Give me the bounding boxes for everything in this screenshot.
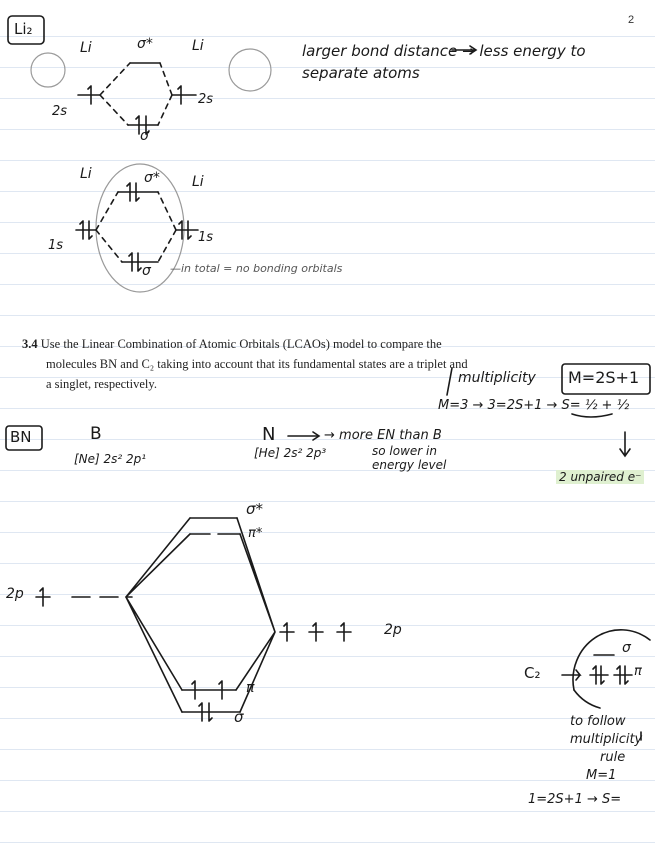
d2-left-atom-label: Li <box>80 166 92 182</box>
d1-bonding-label: σ <box>140 128 149 144</box>
c2-note-1: to follow <box>570 714 626 729</box>
multiplicity-calc: M=3 → 3=2S+1 → S= ½ + ½ <box>438 398 630 413</box>
c2-pi-label: π <box>634 664 642 679</box>
bn-pi-star-label: π* <box>248 526 263 541</box>
page-number: 2 <box>628 14 635 26</box>
b-electron-config: [Ne] 2s² 2p¹ <box>74 452 147 466</box>
d2-bonding-label: σ <box>142 263 151 279</box>
bn-label: BN <box>10 428 32 446</box>
brace <box>572 414 612 417</box>
unpaired-electrons-result: 2 unpaired e⁻ <box>556 470 644 484</box>
d1-right-atom-label: Li <box>192 38 204 54</box>
b-atom-label: B <box>90 424 102 444</box>
d2-correlation-lines <box>96 192 176 262</box>
c2-circle-bottom <box>574 690 600 708</box>
left-atom-circle <box>31 53 65 87</box>
n-energy-note: so lower in energy level <box>372 444 447 472</box>
question-number: 3.4 <box>22 337 38 351</box>
c2-multiplicity: M=1 <box>586 768 617 783</box>
question-text-3: a singlet, respectively. <box>46 377 157 391</box>
n-2p-label: 2p <box>384 622 402 638</box>
c2-calc: 1=2S+1 → S= <box>528 792 622 807</box>
multiplicity-formula: M=2S+1 <box>568 368 640 387</box>
question-line-1 <box>22 334 442 354</box>
bond-distance-note: larger bond distance → less energy to separate atoms <box>302 42 586 82</box>
d1-left-orbital-label: 2s <box>52 104 68 119</box>
question-text-1: Use the Linear Combination of Atomic Orbitals (LCAOs) model to compare the <box>40 337 442 351</box>
c2-arrow <box>562 670 580 680</box>
right-atom-circle <box>229 49 271 91</box>
c2-sigma-label: σ <box>622 640 631 656</box>
bn-sigma-label: σ <box>234 708 244 726</box>
n-electron-config: [He] 2s² 2p³ <box>254 446 327 460</box>
d2-antibonding-label: σ* <box>144 170 160 186</box>
c2-label: C₂ <box>524 664 541 682</box>
c2-circle-left <box>573 630 650 690</box>
n-atom-label: N <box>262 424 276 445</box>
n-2p-electrons <box>280 623 351 641</box>
d2-left-orbital-label: 1s <box>48 238 64 253</box>
d2-total-note: —in total = no bonding orbitals <box>170 262 343 275</box>
multiplicity-label: multiplicity <box>458 370 536 386</box>
down-arrow <box>620 432 630 456</box>
bn-pi-label: π <box>246 680 255 696</box>
question-text-2: molecules BN and C₂ taking into account that its fundamental states are a triplet and <box>46 357 468 371</box>
d1-antibonding-label: σ* <box>137 36 153 52</box>
c2-note-3: rule <box>600 750 626 765</box>
d1-left-atom-label: Li <box>80 40 92 56</box>
bn-sigma-star-label: σ* <box>246 500 264 518</box>
d1-spin-arrows <box>88 86 181 104</box>
d2-right-orbital-label: 1s <box>198 230 214 245</box>
c2-note-2: multiplicity <box>570 732 643 747</box>
li2-label: Li₂ <box>14 20 33 38</box>
n-en-note: → more EN than B <box>324 428 442 443</box>
d1-right-orbital-label: 2s <box>198 92 214 107</box>
b-2p-electron <box>36 588 50 606</box>
d1-correlation-lines <box>100 63 172 125</box>
b-2p-label: 2p <box>6 586 24 602</box>
d2-right-atom-label: Li <box>192 174 204 190</box>
